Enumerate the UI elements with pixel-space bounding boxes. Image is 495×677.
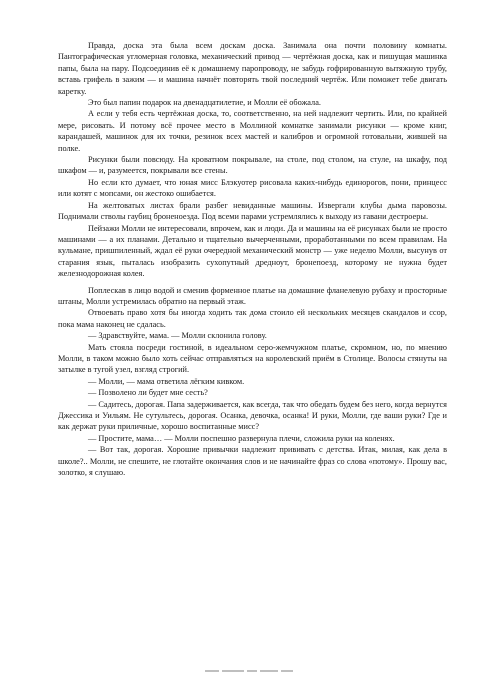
paragraph-9: Отвоевать право хотя бы иногда ходить так дома стоило ей нескольких месяцев скандалов и ссор, пока мама наконец не сдалась.: [58, 308, 447, 329]
paragraph-16: — Вот так, дорогая. Хорошие привычки надлежит прививать с детства. Итак, милая, как дела в школе?.. Молли, не спешите, не глотайте окончания слов и не начинайте фраз со слова «потому». Прошу вас, золотко, я слушаю.: [58, 445, 447, 478]
paragraph-10: — Здравствуйте, мама. — Молли склонила голову.: [88, 331, 267, 341]
paragraph-5: Но если кто думает, что юная мисс Блэкуотер рисовала каких-нибудь единорогов, пони, принцесс или котят с мопсами, он жестоко ошибается.: [58, 177, 447, 199]
paragraph-8: Поплескав в лицо водой и сменив форменное платье на домашние фланелевую рубаху и просторные штаны, Молли устремилась обратно на первый этаж.: [58, 285, 447, 306]
footer-mark: [205, 670, 219, 672]
footer-mark: [222, 670, 244, 672]
paragraph-6: На желтоватых листах брали разбег невиданные машины. Извергали клубы дыма паровозы. Поднимали стволы гаубиц броненоезда. Под всеми парами устремлялись к выходу из гавани дестроеры.: [58, 200, 447, 222]
paragraph-3: А если у тебя есть чертёжная доска, то, соответственно, на ней надлежит чертить. Или, по крайней мере, рисовать. И потому всё прочее место в Моллиной комнатке занимали рисунки — кроме книг, карандашей, машинок для их точки, резинок всех мастей и калибров и огромной готовальни, жившей на полке.: [58, 109, 447, 153]
paragraph-2: Это был папин подарок на двенадцатилетие, и Молли её обожала.: [88, 98, 321, 108]
page-footer-mark: [205, 668, 295, 673]
paragraph-14: — Садитесь, дорогая. Папа задерживается, как всегда, так что обедать будем без него, когда вернутся Джессика и Уильям. Не сутультесь, дорогая. Осанка, девочка, осанка! И руки, Молли, где ваши руки? Где и как держат руки приличные, хорошо воспитанные мисс?: [58, 399, 447, 432]
paragraph-11: Мать стояла посреди гостиной, в идеальном серо-жемчужном платье, скромном, но, по мнению Молли, в таком можно было хоть сейчас отправляться на королевский приём в Столице. Волосы стянуты на затылке в тугой узел, взгляд строгий.: [58, 342, 447, 375]
paragraph-1: Правда, доска эта была всем доскам доска. Занимала она почти половину комнаты. Пантографическая угломерная головка, механический привод — чертёжная доска, как и пишущая машинка папы, была на пару. Подсоединив её к домашнему паропроводу, не забудь гофрированную вытяжную трубу, вставь грифель в зажим — и машина начнёт повторять твой последний чертёж. Или поможет тебе двигать каретку.: [58, 41, 447, 96]
footer-mark: [260, 670, 278, 672]
footer-mark: [247, 670, 257, 672]
footer-mark: [281, 670, 293, 672]
paragraph-13: — Позволено ли будет мне сесть?: [88, 388, 208, 398]
paragraph-12: — Молли, — мама ответила лёгким кивком.: [88, 376, 245, 386]
paragraph-4: Рисунки были повсюду. На кроватном покрывале, на столе, под столом, на стуле, на шкафу, под шкафом — и, разумеется, покрывали все стены.: [58, 155, 447, 176]
paragraph-7: Пейзажи Молли не интересовали, впрочем, как и люди. Да и машины на её рисунках были не просто машинами — а их планами. Детально и тщательно вычерченными, проработанными по всем правилам. На кульмане, пришпиленный, ждал её руки очередной механический монстр — уже неделю Молли, высунув от старания язык, пыталась изобразить сухопутный дредноут, бронепоезд, которому не нужна будет железнодорожная колея.: [58, 223, 447, 279]
paragraph-15: — Простите, мама… — Молли поспешно развернула плечи, сложила руки на коленях.: [88, 433, 395, 443]
